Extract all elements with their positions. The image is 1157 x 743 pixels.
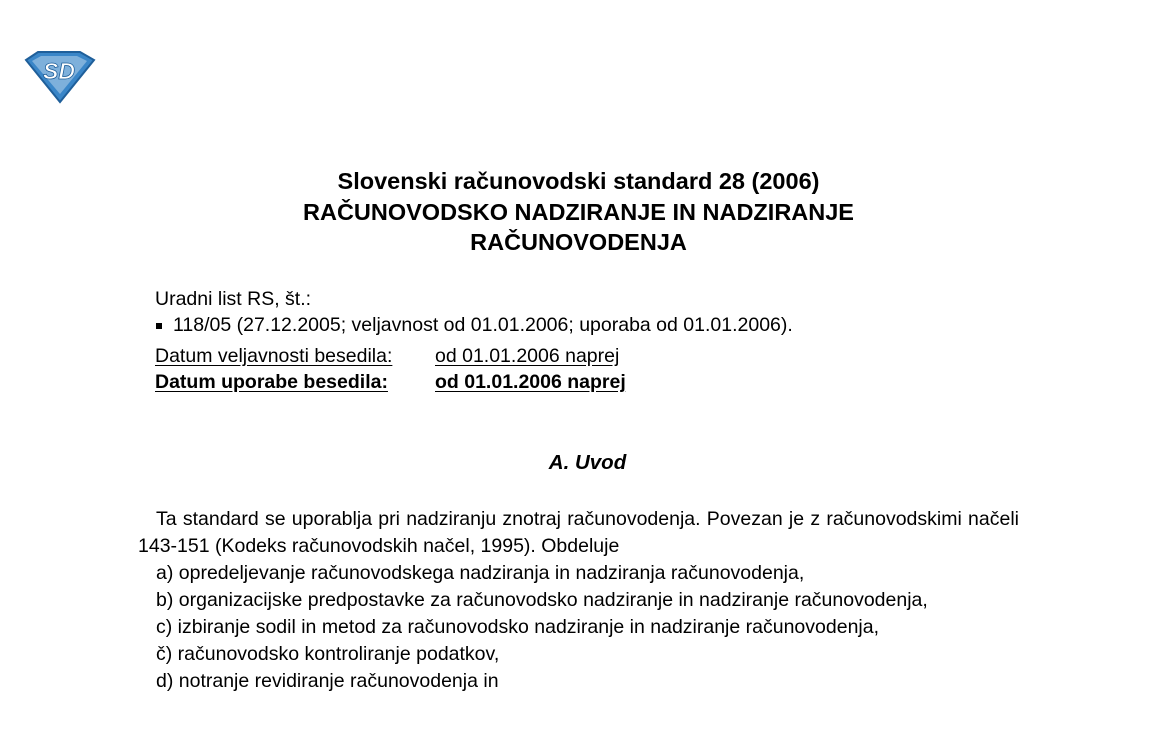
list-item-c-caron: č) računovodsko kontroliranje podatkov,: [156, 643, 500, 665]
gazette-entry-item: [155, 312, 793, 338]
list-item-a: a) opredeljevanje računovodskega nadziranja in nadziranja računovodenja,: [156, 562, 805, 584]
document-title: [0, 166, 1157, 258]
validity-value: od 01.01.2006 naprej: [435, 345, 620, 367]
title-line-2: RAČUNOVODSKO NADZIRANJE IN NADZIRANJE: [303, 198, 854, 225]
dates-block: [155, 343, 793, 395]
intro-paragraph: Ta standard se uporablja pri nadziranju znotraj računovodenja. Povezan je z računovodskimi načeli 143-151 (Kodeks računovodskih načel, 1995). Obdeluje: [138, 508, 1019, 557]
square-bullet-icon: [156, 323, 162, 329]
logo-text: SD: [43, 58, 75, 84]
validity-label: Datum veljavnosti besedila:: [155, 345, 393, 367]
application-label: Datum uporabe besedila:: [155, 371, 388, 393]
title-line-3: RAČUNOVODENJA: [470, 229, 687, 255]
validity-row: [155, 343, 793, 369]
application-row: [155, 369, 793, 395]
document-metadata: [155, 286, 793, 395]
list-item-c: c) izbiranje sodil in metod za računovodsko nadziranje in nadziranje računovodenja,: [156, 616, 880, 638]
sd-logo: [22, 50, 96, 104]
gazette-label: Uradni list RS, št.:: [155, 288, 312, 310]
list-item-b: b) organizacijske predpostavke za računovodsko nadziranje in nadziranje računovodenja,: [156, 589, 928, 611]
application-value: od 01.01.2006 naprej: [435, 371, 626, 393]
section-heading: A. Uvod: [548, 451, 627, 474]
title-line-1: Slovenski računovodski standard 28 (2006): [337, 168, 820, 194]
list-item-d: d) notranje revidiranje računovodenja in: [156, 670, 499, 692]
gazette-entry: 118/05 (27.12.2005; veljavnost od 01.01.2006; uporaba od 01.01.2006).: [173, 314, 793, 336]
section-body: [138, 506, 1019, 695]
